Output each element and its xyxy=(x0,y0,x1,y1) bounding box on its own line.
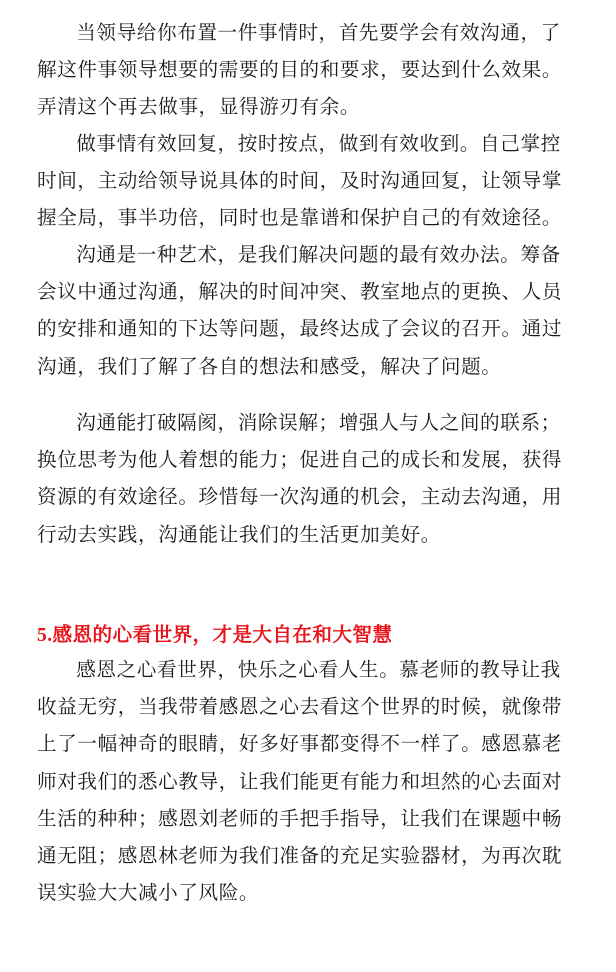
text-line: 的安排和通知的下达等问题，最终达成了会议的召开。通过 xyxy=(37,317,563,341)
paragraph-break-barriers xyxy=(37,404,589,553)
text-line: 当领导给你布置一件事情时，首先要学会有效沟通，了 xyxy=(76,21,561,44)
text-line: 沟通，我们了解了各自的想法和感受，解决了问题。 xyxy=(37,354,502,378)
paragraph-communication-art xyxy=(37,236,589,385)
text-line: 行动去实践，沟通能让我们的生活更加美好。 xyxy=(37,522,441,546)
text-line: 通无阻；感恩林老师为我们准备的充足实验器材，为再次耽 xyxy=(37,844,563,868)
text-line: 生活的种种；感恩刘老师的手把手指导，让我们在课题中畅 xyxy=(37,806,563,830)
text-line: 沟通能打破隔阂，消除误解；增强人与人之间的联系； xyxy=(76,411,561,434)
text-line: 会议中通过沟通，解决的时间冲突、教室地点的更换、人员 xyxy=(37,280,563,304)
text-line: 感恩之心看世界，快乐之心看人生。慕老师的教导让我 xyxy=(76,658,561,681)
section-heading xyxy=(37,620,392,651)
paragraph-gratitude xyxy=(37,651,589,911)
text-line: 沟通是一种艺术，是我们解决问题的最有效办法。筹备 xyxy=(76,243,561,266)
text-line: 资源的有效途径。珍惜每一次沟通的机会，主动去沟通，用 xyxy=(37,485,563,509)
section-title: 感恩的心看世界，才是大自在和大智慧 xyxy=(52,623,393,646)
text-line: 解这件事领导想要的需要的目的和要求，要达到什么效果。 xyxy=(37,58,563,82)
text-line: 收益无穷，当我带着感恩之心去看这个世界的时候，就像带 xyxy=(37,695,563,719)
text-line: 弄清这个再去做事，显得游刃有余。 xyxy=(37,95,361,119)
paragraph-effective-reply xyxy=(37,125,589,237)
text-line: 时间，主动给领导说具体的时间，及时沟通回复，让领导掌 xyxy=(37,169,563,193)
text-line: 误实验大大减小了风险。 xyxy=(37,881,260,905)
paragraph-communication-intro xyxy=(37,14,589,126)
text-line: 做事情有效回复，按时按点，做到有效收到。自己掌控 xyxy=(76,132,561,155)
text-line: 师对我们的悉心教导，让我们能更有能力和坦然的心去面对 xyxy=(37,769,563,793)
text-line: 上了一幅神奇的眼睛，好多好事都变得不一样了。感恩慕老 xyxy=(37,732,563,756)
text-line: 换位思考为他人着想的能力；促进自己的成长和发展，获得 xyxy=(37,448,563,472)
text-line: 握全局，事半功倍，同时也是靠谱和保护自己的有效途径。 xyxy=(37,206,563,230)
section-number: 5. xyxy=(37,625,53,646)
